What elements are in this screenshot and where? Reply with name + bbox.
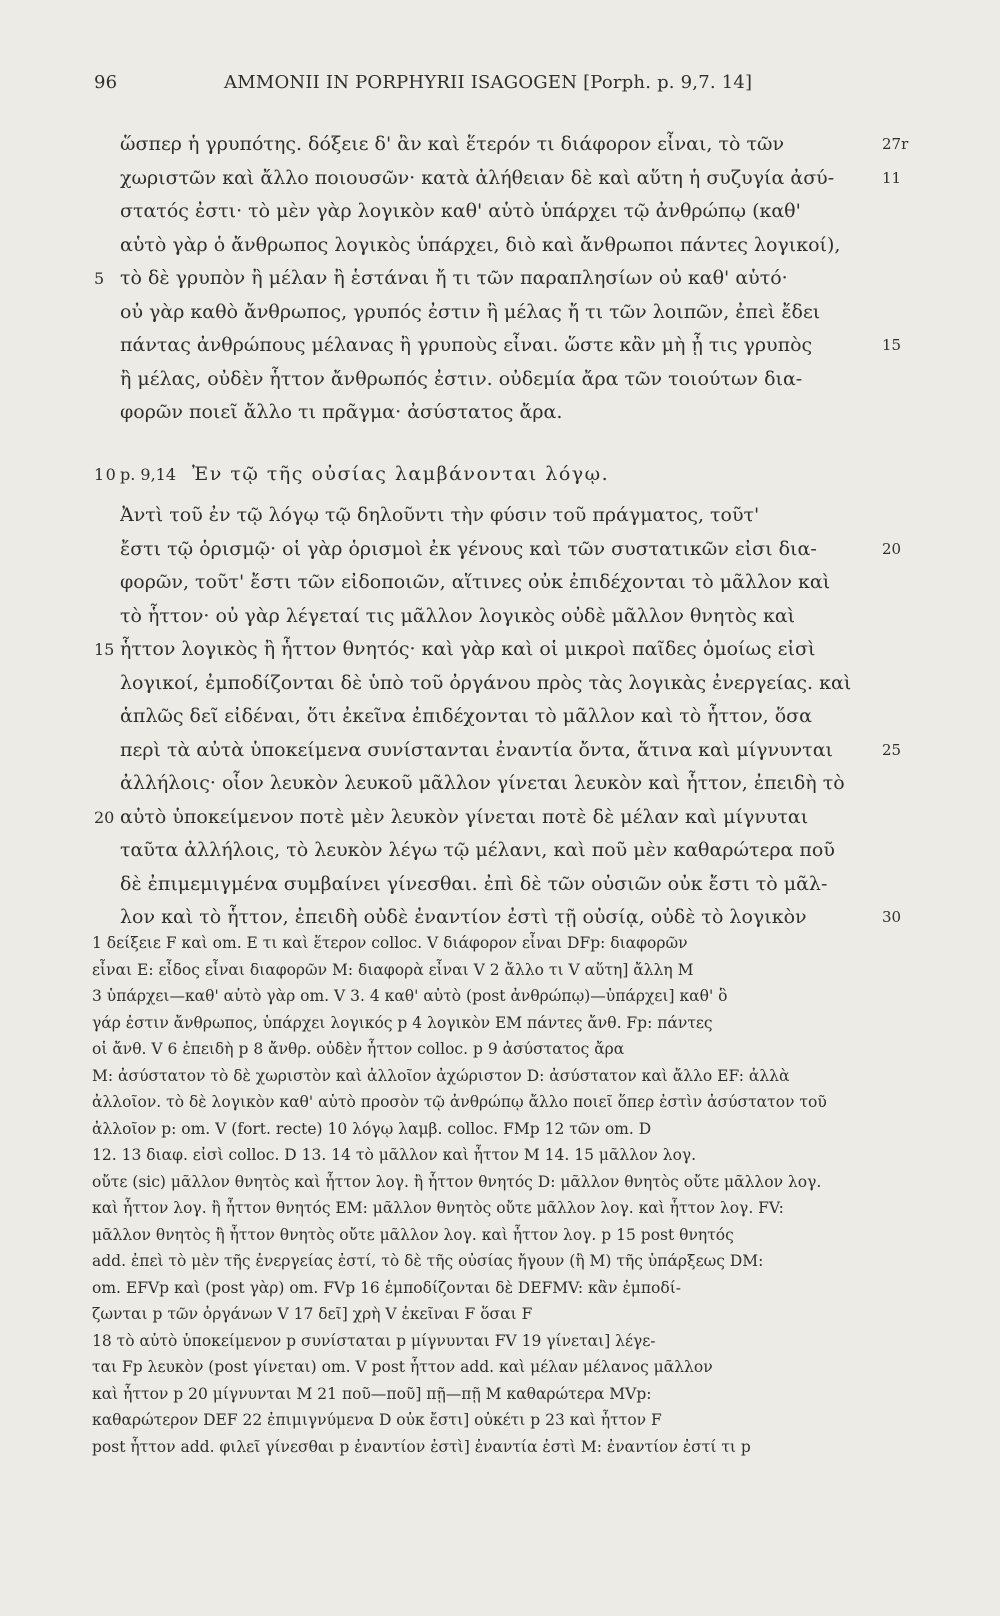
line-number-right: 25 — [882, 740, 902, 759]
text-line — [120, 566, 872, 600]
text-line — [120, 296, 872, 330]
line-text: ἔστι τῷ ὁρισμῷ· οἱ γὰρ ὁρισμοὶ ἐκ γένους καὶ τῶν συστατικῶν εἰσι δια- — [120, 537, 817, 560]
text-line — [120, 396, 872, 430]
line-text: λον καὶ τὸ ἧττον, ἐπειδὴ οὐδὲ ἐναντίον ἐστὶ τῇ οὐσίᾳ, οὐδὲ τὸ λογικὸν — [120, 906, 807, 928]
text-line — [120, 363, 872, 397]
apparatus-line: M: ἀσύστατον τὸ δὲ χωριστὸν καὶ ἀλλοῖον ἀχώριστον D: ἀσύστατον καὶ ἄλλο EF: ἀλλὰ — [92, 1066, 790, 1085]
text-line — [120, 533, 902, 567]
text-line — [120, 229, 872, 263]
apparatus-line: καὶ ἧττον p 20 μίγνυνται M 21 ποῦ—ποῦ] πῇ—πῇ M καθαρώτερα MVp: — [92, 1384, 652, 1403]
line-text: οὐ γὰρ καθὸ ἄνθρωπος, γρυπός ἐστιν ἢ μέλας ἤ τι τῶν λοιπῶν, ἐπεὶ ἔδει — [120, 300, 821, 323]
line-text: τὸ δὲ γρυπὸν ἢ μέλαν ἢ ἑστάναι ἤ τι τῶν παραπλησίων οὐ καθ' αὑτό· — [120, 267, 788, 289]
apparatus-line: ἀλλοῖον p: om. V (fort. recte) 10 λόγῳ λαμβ. colloc. FMp 12 τῶν om. D — [92, 1119, 652, 1138]
line-text: ταῦτα ἀλλήλοις, τὸ λευκὸν λέγω τῷ μέλανι, καὶ ποῦ μὲν καθαρώτερα ποῦ — [120, 839, 835, 861]
line-number-right: 11 — [882, 168, 902, 187]
text-line — [120, 834, 872, 868]
line-text: ὥσπερ ἡ γρυπότης. δόξειε δ' ἂν καὶ ἕτερόν τι διάφορον εἶναι, τὸ τῶν — [120, 133, 785, 155]
line-text: τὸ ἧττον· οὐ γὰρ λέγεταί τις μᾶλλον λογικὸς οὐδὲ μᾶλλον θνητὸς καὶ — [120, 604, 796, 627]
line-text: στατός ἐστι· τὸ μὲν γὰρ λογικὸν καθ' αὑτὸ ὑπάρχει τῷ ἀνθρώπῳ (καθ' — [120, 200, 801, 222]
apparatus-line: καθαρώτερον DEF 22 ἐπιμιγνύμενα D οὐκ ἔστι] οὐκέτι p 23 καὶ ἧττον F — [92, 1411, 662, 1429]
line-text: ἢ μέλας, οὐδὲν ἧττον ἄνθρωπός ἐστιν. οὐδεμία ἄρα τῶν τοιούτων δια- — [120, 367, 803, 390]
text-line — [120, 195, 872, 229]
apparatus-line: ζωνται p τῶν ὀργάνων V 17 δεῖ] χρὴ V ἐκεῖναι F ὅσαι F — [92, 1305, 533, 1323]
apparatus-line: ται Fp λευκὸν (post γίνεται) om. V post ἧττον add. καὶ μέλαν μέλανος μᾶλλον — [92, 1358, 713, 1376]
text-line — [120, 868, 872, 902]
line-text: ἀλλήλοις· οἷον λευκὸν λευκοῦ μᾶλλον γίνεται λευκὸν καὶ ἧττον, ἐπειδὴ τὸ — [120, 772, 845, 794]
line-text: δὲ ἐπιμεμιγμένα συμβαίνει γίνεσθαι. ἐπὶ δὲ τῶν οὐσιῶν οὐκ ἔστι τὸ μᾶλ- — [120, 872, 828, 895]
apparatus-line: 18 τὸ αὐτὸ ὑποκείμενον p συνίσταται p μίγνυνται FV 19 γίνεται] λέγε- — [92, 1331, 656, 1350]
apparatus-line: καὶ ἧττον λογ. ἢ ἧττον θνητός EM: μᾶλλον θνητὸς οὔτε μᾶλλον λογ. καὶ ἧττον λογ. FV: — [92, 1199, 784, 1217]
lemma-text: Ἐν τῷ τῆς οὐσίας λαμβάνονται λόγῳ. — [192, 462, 610, 485]
line-number-left: 5 — [94, 269, 105, 288]
line-text: λογικοί, ἐμποδίζονται δὲ ὑπὸ τοῦ ὀργάνου πρὸς τὰς λογικὰς ἐνεργείας. καὶ — [120, 671, 852, 694]
apparatus-line: ἀλλοῖον. τὸ δὲ λογικὸν καθ' αὑτὸ προσὸν τῷ ἀνθρώπῳ ἄλλο ποιεῖ ὅπερ ἐστὶν ἀσύστατον τοῦ — [92, 1093, 827, 1111]
line-text: φορῶν, τοῦτ' ἔστι τῶν εἰδοποιῶν, αἵτινες οὐκ ἐπιδέχονται τὸ μᾶλλον καὶ — [120, 571, 831, 593]
line-number-left: 15 — [94, 640, 115, 659]
apparatus-line: om. EFVp καὶ (post γὰρ) om. FVp 16 ἐμποδίζονται δὲ DEFMV: κἂν ἐμποδί- — [92, 1278, 682, 1297]
text-line — [94, 633, 872, 667]
running-header — [94, 72, 784, 93]
running-title: AMMONII IN PORPHYRII ISAGOGEN [Porph. p. 9,7. 14] — [224, 72, 753, 93]
line-number-right: 30 — [882, 908, 902, 926]
line-text: χωριστῶν καὶ ἄλλο ποιουσῶν· κατὰ ἀλήθειαν δὲ καὶ αὕτη ἡ συζυγία ἀσύ- — [120, 166, 835, 189]
text-line — [94, 801, 872, 835]
text-line — [120, 734, 902, 768]
apparatus-line: 12. 13 διαφ. εἰσὶ colloc. D 13. 14 τὸ μᾶλλον καὶ ἧττον M 14. 15 μᾶλλον λογ. — [92, 1146, 697, 1164]
main-text — [94, 128, 909, 935]
line-number-right: 15 — [882, 336, 902, 354]
line-text: πάντας ἀνθρώπους μέλανας ἢ γρυποὺς εἶναι. ὥστε κἂν μὴ ᾖ τις γρυπὸς — [120, 334, 813, 356]
line-number-left: 10 — [94, 464, 118, 484]
line-text: ἁπλῶς δεῖ εἰδέναι, ὅτι ἐκεῖνα ἐπιδέχονται τὸ μᾶλλον καὶ τὸ ἧττον, ὅσα — [120, 705, 812, 727]
text-line — [120, 667, 872, 701]
apparatus-line: add. ἐπεὶ τὸ μὲν τῆς ἐνεργείας ἐστί, τὸ δὲ τῆς οὐσίας ἤγουν (ἢ M) τῆς ὑπάρξεως DM: — [92, 1252, 764, 1270]
line-number-left: 20 — [94, 807, 115, 827]
apparatus-line: οἱ ἄνθ. V 6 ἐπειδὴ p 8 ἄνθρ. οὐδὲν ἧττον colloc. p 9 ἀσύστατος ἄρα — [92, 1040, 625, 1058]
apparatus-line: 3 ὑπάρχει—καθ' αὑτὸ γὰρ om. V 3. 4 καθ' αὑτὸ (post ἀνθρώπῳ)—ὑπάρχει] καθ' ὃ — [92, 987, 728, 1005]
text-line — [94, 262, 872, 296]
lemma-reference: p. 9,14 — [120, 464, 177, 484]
apparatus-line: 1 δείξειε F καὶ om. E τι καὶ ἕτερον colloc. V διάφορον εἶναι DFp: διαφορῶν — [92, 934, 688, 952]
line-number-right: 20 — [882, 539, 902, 558]
line-text: αὐτὸ ὑποκείμενον ποτὲ μὲν λευκὸν γίνεται ποτὲ δὲ μέλαν καὶ μίγνυται — [120, 805, 809, 828]
line-text: Ἀντὶ τοῦ ἐν τῷ λόγῳ τῷ δηλοῦντι τὴν φύσιν τοῦ πράγματος, τοῦτ' — [120, 504, 760, 526]
critical-apparatus — [92, 930, 872, 1460]
line-text: φορῶν ποιεῖ ἄλλο τι πρᾶγμα· ἀσύστατος ἄρα. — [120, 401, 563, 423]
text-line — [120, 162, 902, 196]
text-line — [120, 600, 872, 634]
apparatus-line: post ἧττον add. φιλεῖ γίνεσθαι p ἐναντίον ἐστὶ] ἐναντία ἐστὶ M: ἐναντίον ἐστί τι p — [92, 1437, 751, 1456]
apparatus-line: μᾶλλον θνητὸς ἢ ἧττον θνητὸς οὔτε μᾶλλον λογ. καὶ ἧττον λογ. p 15 post θνητός — [92, 1225, 734, 1244]
line-text: περὶ τὰ αὐτὰ ὑποκείμενα συνίστανται ἐναντία ὄντα, ἅτινα καὶ μίγνυνται — [120, 738, 833, 761]
line-text: ἧττον λογικὸς ἢ ἧττον θνητός· καὶ γὰρ καὶ οἱ μικροὶ παῖδες ὁμοίως εἰσὶ — [120, 638, 816, 660]
text-line — [120, 499, 872, 533]
text-line — [120, 700, 872, 734]
apparatus-line: οὔτε (sic) μᾶλλον θνητὸς καὶ ἧττον λογ. ἢ ἧττον θνητός D: μᾶλλον θνητὸς οὔτε μᾶλλον λογ. — [92, 1172, 822, 1191]
text-line — [120, 767, 872, 801]
line-number-right: 27r — [882, 135, 909, 153]
text-line — [120, 128, 909, 162]
apparatus-line: εἶναι E: εἶδος εἶναι διαφορῶν M: διαφορὰ εἶναι V 2 ἄλλο τι V αὕτη] ἄλλη M — [92, 960, 694, 979]
page-number: 96 — [94, 72, 118, 93]
lemma-line — [94, 458, 872, 492]
text-line — [120, 329, 902, 363]
line-text: αὑτὸ γὰρ ὁ ἄνθρωπος λογικὸς ὑπάρχει, διὸ καὶ ἄνθρωποι πάντες λογικοί), — [120, 233, 841, 256]
apparatus-line: γάρ ἐστιν ἄνθρωπος, ὑπάρχει λογικός p 4 λογικὸν EM πάντες ἄνθ. Fp: πάντες — [92, 1013, 713, 1032]
